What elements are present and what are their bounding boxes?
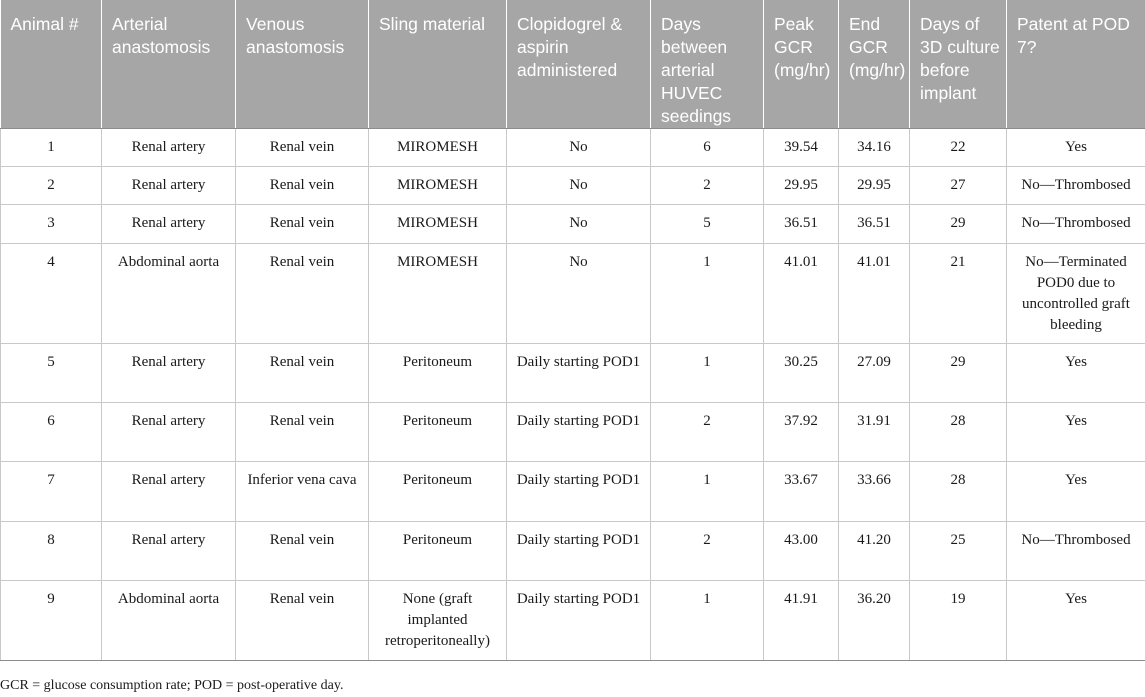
cell-arterial-anastomosis: Renal artery — [102, 129, 236, 167]
header-sling-material: Sling material — [369, 0, 507, 129]
cell-days-between-seedings: 1 — [651, 344, 764, 403]
cell-days-3d-culture: 21 — [910, 244, 1007, 344]
cell-end-gcr: 33.66 — [839, 462, 910, 522]
cell-end-gcr: 29.95 — [839, 167, 910, 205]
cell-end-gcr: 36.20 — [839, 581, 910, 661]
header-patent-pod7: Patent at POD 7? — [1007, 0, 1145, 129]
cell-venous-anastomosis: Renal vein — [236, 522, 369, 581]
cell-clopidogrel-aspirin: No — [507, 205, 651, 244]
cell-peak-gcr: 37.92 — [764, 403, 839, 462]
header-days-3d-culture: Days of 3D culture before implant — [910, 0, 1007, 129]
cell-animal-number: 7 — [1, 462, 102, 522]
table-row — [1, 522, 1145, 581]
cell-arterial-anastomosis: Renal artery — [102, 462, 236, 522]
cell-patent-pod7: No—Terminated POD0 due to uncontrolled graft bleeding — [1007, 244, 1145, 344]
cell-clopidogrel-aspirin: Daily starting POD1 — [507, 403, 651, 462]
cell-arterial-anastomosis: Renal artery — [102, 403, 236, 462]
cell-patent-pod7: Yes — [1007, 462, 1145, 522]
cell-arterial-anastomosis: Abdominal aorta — [102, 244, 236, 344]
cell-sling-material: Peritoneum — [369, 522, 507, 581]
table-row — [1, 462, 1145, 522]
cell-end-gcr: 36.51 — [839, 205, 910, 244]
cell-venous-anastomosis: Renal vein — [236, 344, 369, 403]
header-end-gcr: End GCR (mg/hr) — [839, 0, 910, 129]
cell-days-between-seedings: 1 — [651, 581, 764, 661]
cell-patent-pod7: Yes — [1007, 344, 1145, 403]
cell-sling-material: None (graft implanted retroperitoneally) — [369, 581, 507, 661]
cell-arterial-anastomosis: Renal artery — [102, 522, 236, 581]
cell-clopidogrel-aspirin: No — [507, 129, 651, 167]
cell-peak-gcr: 41.01 — [764, 244, 839, 344]
cell-patent-pod7: Yes — [1007, 403, 1145, 462]
table-row — [1, 244, 1145, 344]
cell-sling-material: MIROMESH — [369, 205, 507, 244]
table-row — [1, 344, 1145, 403]
cell-end-gcr: 27.09 — [839, 344, 910, 403]
cell-arterial-anastomosis: Abdominal aorta — [102, 581, 236, 661]
cell-end-gcr: 31.91 — [839, 403, 910, 462]
cell-clopidogrel-aspirin: No — [507, 167, 651, 205]
cell-clopidogrel-aspirin: No — [507, 244, 651, 344]
cell-days-3d-culture: 29 — [910, 344, 1007, 403]
cell-animal-number: 5 — [1, 344, 102, 403]
cell-arterial-anastomosis: Renal artery — [102, 167, 236, 205]
cell-clopidogrel-aspirin: Daily starting POD1 — [507, 344, 651, 403]
cell-patent-pod7: Yes — [1007, 129, 1145, 167]
cell-days-3d-culture: 22 — [910, 129, 1007, 167]
cell-days-between-seedings: 2 — [651, 403, 764, 462]
cell-patent-pod7: Yes — [1007, 581, 1145, 661]
cell-animal-number: 8 — [1, 522, 102, 581]
cell-peak-gcr: 41.91 — [764, 581, 839, 661]
cell-peak-gcr: 43.00 — [764, 522, 839, 581]
cell-patent-pod7: No—Thrombosed — [1007, 205, 1145, 244]
cell-animal-number: 1 — [1, 129, 102, 167]
cell-days-3d-culture: 19 — [910, 581, 1007, 661]
cell-sling-material: Peritoneum — [369, 462, 507, 522]
table-row — [1, 581, 1145, 661]
cell-sling-material: Peritoneum — [369, 403, 507, 462]
cell-days-between-seedings: 5 — [651, 205, 764, 244]
header-arterial-anastomosis: Arterial anastomosis — [102, 0, 236, 129]
cell-venous-anastomosis: Inferior vena cava — [236, 462, 369, 522]
cell-patent-pod7: No—Thrombosed — [1007, 167, 1145, 205]
cell-patent-pod7: No—Thrombosed — [1007, 522, 1145, 581]
header-venous-anastomosis: Venous anastomosis — [236, 0, 369, 129]
cell-end-gcr: 41.01 — [839, 244, 910, 344]
cell-days-between-seedings: 2 — [651, 167, 764, 205]
cell-peak-gcr: 29.95 — [764, 167, 839, 205]
cell-clopidogrel-aspirin: Daily starting POD1 — [507, 462, 651, 522]
cell-clopidogrel-aspirin: Daily starting POD1 — [507, 581, 651, 661]
cell-venous-anastomosis: Renal vein — [236, 205, 369, 244]
header-peak-gcr: Peak GCR (mg/hr) — [764, 0, 839, 129]
cell-animal-number: 6 — [1, 403, 102, 462]
cell-days-between-seedings: 6 — [651, 129, 764, 167]
cell-days-between-seedings: 2 — [651, 522, 764, 581]
cell-peak-gcr: 33.67 — [764, 462, 839, 522]
header-days-between-seedings: Days between arterial HUVEC seedings — [651, 0, 764, 129]
cell-venous-anastomosis: Renal vein — [236, 244, 369, 344]
header-clopidogrel-aspirin: Clopidogrel & aspirin administered — [507, 0, 651, 129]
cell-peak-gcr: 39.54 — [764, 129, 839, 167]
cell-venous-anastomosis: Renal vein — [236, 129, 369, 167]
cell-venous-anastomosis: Renal vein — [236, 581, 369, 661]
table-footnote: GCR = glucose consumption rate; POD = post-operative day. — [0, 678, 344, 693]
cell-sling-material: MIROMESH — [369, 244, 507, 344]
cell-days-3d-culture: 28 — [910, 403, 1007, 462]
cell-animal-number: 3 — [1, 205, 102, 244]
cell-end-gcr: 34.16 — [839, 129, 910, 167]
cell-arterial-anastomosis: Renal artery — [102, 344, 236, 403]
cell-venous-anastomosis: Renal vein — [236, 167, 369, 205]
cell-peak-gcr: 30.25 — [764, 344, 839, 403]
header-row — [1, 0, 1145, 129]
cell-sling-material: MIROMESH — [369, 167, 507, 205]
table-row — [1, 205, 1145, 244]
cell-end-gcr: 41.20 — [839, 522, 910, 581]
cell-animal-number: 9 — [1, 581, 102, 661]
cell-sling-material: Peritoneum — [369, 344, 507, 403]
table-row — [1, 167, 1145, 205]
table-row — [1, 129, 1145, 167]
header-animal-number: Animal # — [1, 0, 102, 129]
cell-animal-number: 4 — [1, 244, 102, 344]
cell-days-3d-culture: 25 — [910, 522, 1007, 581]
cell-clopidogrel-aspirin: Daily starting POD1 — [507, 522, 651, 581]
cell-sling-material: MIROMESH — [369, 129, 507, 167]
cell-arterial-anastomosis: Renal artery — [102, 205, 236, 244]
cell-days-between-seedings: 1 — [651, 244, 764, 344]
cell-days-3d-culture: 29 — [910, 205, 1007, 244]
cell-days-3d-culture: 28 — [910, 462, 1007, 522]
cell-venous-anastomosis: Renal vein — [236, 403, 369, 462]
cell-animal-number: 2 — [1, 167, 102, 205]
cell-days-3d-culture: 27 — [910, 167, 1007, 205]
table-row — [1, 403, 1145, 462]
cell-peak-gcr: 36.51 — [764, 205, 839, 244]
cell-days-between-seedings: 1 — [651, 462, 764, 522]
